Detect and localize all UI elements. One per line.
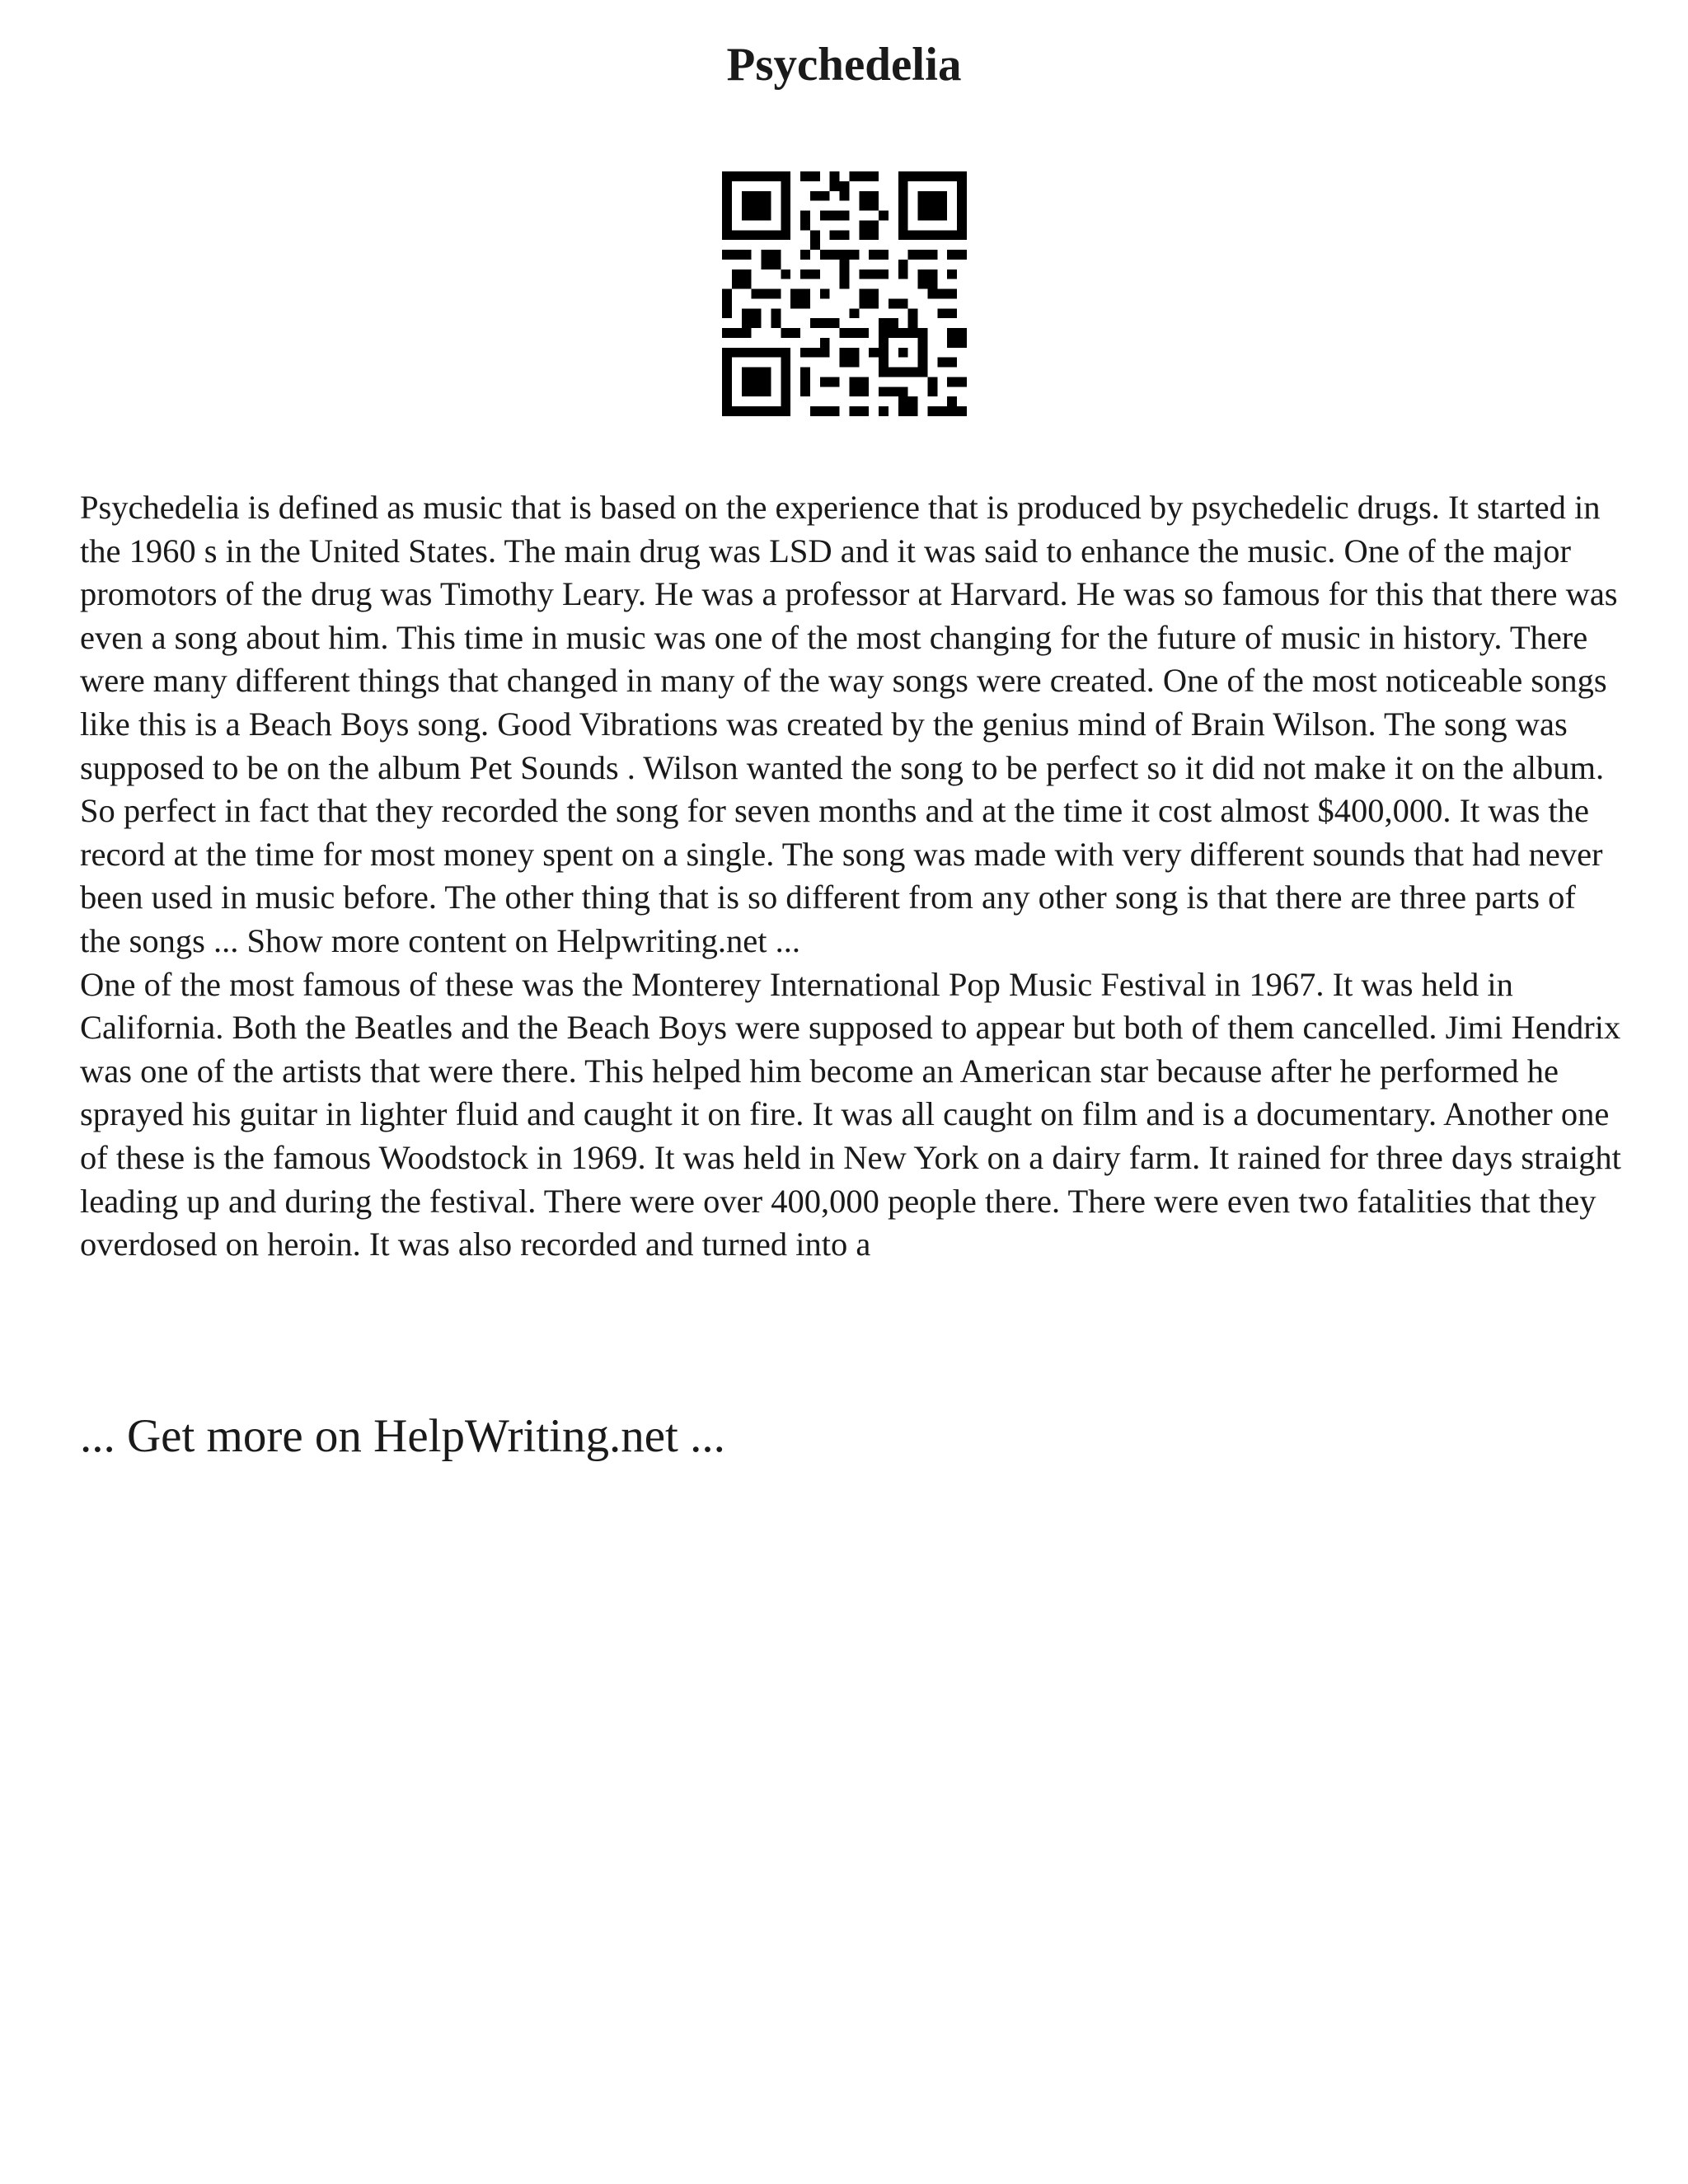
qr-code-graphic [722,171,967,416]
page-title: Psychedelia [726,39,962,91]
get-more-link[interactable]: ... Get more on HelpWriting.net ... [80,1410,725,1462]
paragraph-2: One of the most famous of these was the Monterey International Pop Music Festival in 1967. It was held in California. Both the Beatles and the Beach Boys were supposed to appear but both of them cancelled. Jimi Hendrix was one of the artists that were there. This helped him become an American star because after he performed he sprayed his guitar in lighter fluid and caught it on fire. It was all caught on film and is a documentary. Another one of these is the famous Woodstock in 1969. It was held in New York on a dairy farm. It rained for three days straight leading up and during the festival. There were over 400,000 people there. There were even two fatalities that they overdosed on heroin. It was also recorded and turned into a [80,965,1621,1263]
qr-code-icon [722,171,967,416]
paragraph-1: Psychedelia is defined as music that is based on the experience that is produced by psychedelic drugs. It started in the 1960 s in the United States. The main drug was LSD and it was said to enhance the music. One of the major promotors of the drug was Timothy Leary. He was a professor at Harvard. He was so famous for this that there was even a song about him. This time in music was one of the most changing for the future of music in history. There were many different things that changed in many of the way songs were created. One of the most noticeable songs like this is a Beach Boys song. Good Vibrations was created by the genius mind of Brain Wilson. The song was supposed to be on the album Pet Sounds . Wilson wanted the song to be perfect so it did not make it on the album. So perfect in fact that they recorded the song for seven months and at the time it cost almost $400,000. It was the record at the time for most money spent on a single. The song was made with very different sounds that had never been used in music before. The other thing that is so different from any other song is that there are three parts of the songs ... Show more content on Helpwriting.net ... [80,489,1618,959]
article-body [80,486,1621,1267]
